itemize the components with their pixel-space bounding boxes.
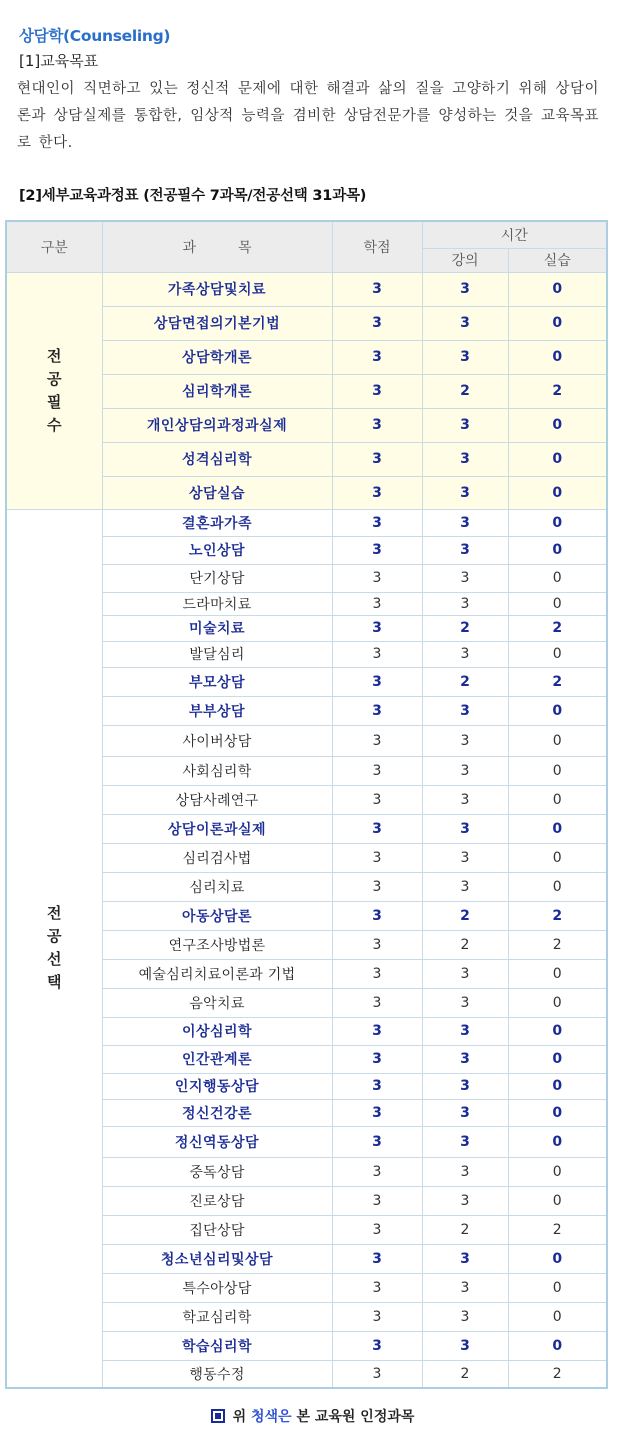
practice-hours: 0 <box>508 592 607 615</box>
course-name: 심리학개론 <box>102 374 332 408</box>
course-credit: 3 <box>332 1331 422 1360</box>
lecture-hours: 3 <box>422 1331 508 1360</box>
course-name: 드라마치료 <box>102 592 332 615</box>
course-name: 상담이론과실제 <box>102 814 332 843</box>
practice-hours: 0 <box>508 1099 607 1126</box>
practice-hours: 0 <box>508 1045 607 1073</box>
course-name: 학교심리학 <box>102 1302 332 1331</box>
course-credit: 3 <box>332 1215 422 1244</box>
practice-hours: 0 <box>508 272 607 306</box>
square-bullet-icon <box>211 1409 225 1423</box>
required-category-text: 전공필수 <box>47 346 62 434</box>
course-credit: 3 <box>332 1302 422 1331</box>
practice-hours: 0 <box>508 843 607 872</box>
lecture-hours: 3 <box>422 641 508 667</box>
lecture-hours: 3 <box>422 1186 508 1215</box>
course-credit: 3 <box>332 340 422 374</box>
lecture-hours: 3 <box>422 1244 508 1273</box>
course-name: 단기상담 <box>102 564 332 592</box>
course-credit: 3 <box>332 442 422 476</box>
course-name: 특수아상담 <box>102 1273 332 1302</box>
course-credit: 3 <box>332 408 422 442</box>
course-name: 학습심리학 <box>102 1331 332 1360</box>
page-title: 상담학(Counseling) <box>19 27 171 45</box>
course-credit: 3 <box>332 1186 422 1215</box>
practice-hours: 0 <box>508 476 607 509</box>
course-credit: 3 <box>332 536 422 564</box>
course-credit: 3 <box>332 476 422 509</box>
course-credit: 3 <box>332 615 422 641</box>
note-suffix: 본 교육원 인정과목 <box>296 1409 415 1425</box>
table-row <box>6 509 607 536</box>
practice-hours: 0 <box>508 1244 607 1273</box>
header-subject: 과 목 <box>102 221 332 272</box>
lecture-hours: 3 <box>422 272 508 306</box>
practice-hours: 0 <box>508 988 607 1017</box>
practice-hours: 0 <box>508 696 607 725</box>
course-credit: 3 <box>332 1045 422 1073</box>
practice-hours: 0 <box>508 340 607 374</box>
course-name: 행동수정 <box>102 1360 332 1388</box>
course-name: 상담면접의기본기법 <box>102 306 332 340</box>
course-credit: 3 <box>332 1360 422 1388</box>
course-name: 가족상담및치료 <box>102 272 332 306</box>
course-credit: 3 <box>332 1273 422 1302</box>
practice-hours: 0 <box>508 872 607 901</box>
header-credit: 학점 <box>332 221 422 272</box>
course-name: 부부상담 <box>102 696 332 725</box>
lecture-hours: 3 <box>422 1073 508 1099</box>
lecture-hours: 3 <box>422 1302 508 1331</box>
practice-hours: 0 <box>508 1186 607 1215</box>
legend-note <box>0 1406 625 1426</box>
required-category-label <box>6 272 102 509</box>
course-name: 이상심리학 <box>102 1017 332 1045</box>
lecture-hours: 3 <box>422 509 508 536</box>
lecture-hours: 3 <box>422 340 508 374</box>
course-name: 상담학개론 <box>102 340 332 374</box>
course-credit: 3 <box>332 1157 422 1186</box>
header-practice: 실습 <box>508 248 607 272</box>
practice-hours: 0 <box>508 1126 607 1157</box>
course-name: 연구조사방법론 <box>102 930 332 959</box>
practice-hours: 0 <box>508 1073 607 1099</box>
lecture-hours: 3 <box>422 1045 508 1073</box>
course-name: 상담사례연구 <box>102 785 332 814</box>
course-name: 미술치료 <box>102 615 332 641</box>
course-name: 청소년심리및상담 <box>102 1244 332 1273</box>
lecture-hours: 3 <box>422 814 508 843</box>
table-row <box>6 272 607 306</box>
course-credit: 3 <box>332 592 422 615</box>
practice-hours: 2 <box>508 615 607 641</box>
course-credit: 3 <box>332 1099 422 1126</box>
elective-category-text: 전공선택 <box>47 904 62 992</box>
practice-hours: 0 <box>508 959 607 988</box>
lecture-hours: 2 <box>422 901 508 930</box>
course-credit: 3 <box>332 785 422 814</box>
education-goal-heading: [1]교육목표 <box>19 52 99 70</box>
course-credit: 3 <box>332 564 422 592</box>
note-prefix: 위 <box>232 1409 247 1425</box>
header-time: 시간 <box>422 221 607 248</box>
note-highlight: 청색은 <box>251 1409 292 1425</box>
practice-hours: 2 <box>508 374 607 408</box>
course-name: 성격심리학 <box>102 442 332 476</box>
course-name: 인간관계론 <box>102 1045 332 1073</box>
course-credit: 3 <box>332 814 422 843</box>
practice-hours: 0 <box>508 1273 607 1302</box>
practice-hours: 2 <box>508 930 607 959</box>
elective-category-label <box>6 509 102 1388</box>
lecture-hours: 3 <box>422 592 508 615</box>
education-goal-text: 현대인이 직면하고 있는 정신적 문제에 대한 해결과 삶의 질을 고양하기 위해 상담이론과 상담실제를 통합한, 임상적 능력을 겸비한 상담전문가를 양성하는 것을 교육목표로 한다. <box>17 81 599 151</box>
lecture-hours: 3 <box>422 843 508 872</box>
practice-hours: 0 <box>508 641 607 667</box>
course-credit: 3 <box>332 872 422 901</box>
practice-hours: 2 <box>508 1360 607 1388</box>
lecture-hours: 3 <box>422 785 508 814</box>
lecture-hours: 2 <box>422 374 508 408</box>
practice-hours: 0 <box>508 306 607 340</box>
header-category: 구분 <box>6 221 102 272</box>
practice-hours: 2 <box>508 1215 607 1244</box>
course-name: 음악치료 <box>102 988 332 1017</box>
lecture-hours: 3 <box>422 959 508 988</box>
lecture-hours: 3 <box>422 564 508 592</box>
course-credit: 3 <box>332 843 422 872</box>
lecture-hours: 3 <box>422 756 508 785</box>
course-credit: 3 <box>332 641 422 667</box>
practice-hours: 0 <box>508 1302 607 1331</box>
lecture-hours: 2 <box>422 615 508 641</box>
practice-hours: 0 <box>508 785 607 814</box>
course-credit: 3 <box>332 1126 422 1157</box>
practice-hours: 0 <box>508 509 607 536</box>
course-name: 상담실습 <box>102 476 332 509</box>
lecture-hours: 2 <box>422 667 508 696</box>
course-credit: 3 <box>332 930 422 959</box>
lecture-hours: 3 <box>422 1099 508 1126</box>
lecture-hours: 3 <box>422 725 508 756</box>
course-name: 결혼과가족 <box>102 509 332 536</box>
lecture-hours: 3 <box>422 872 508 901</box>
practice-hours: 0 <box>508 536 607 564</box>
course-name: 심리검사법 <box>102 843 332 872</box>
course-credit: 3 <box>332 667 422 696</box>
course-name: 개인상담의과정과실제 <box>102 408 332 442</box>
practice-hours: 0 <box>508 756 607 785</box>
course-name: 아동상담론 <box>102 901 332 930</box>
practice-hours: 0 <box>508 442 607 476</box>
course-credit: 3 <box>332 1073 422 1099</box>
practice-hours: 2 <box>508 901 607 930</box>
course-credit: 3 <box>332 901 422 930</box>
curriculum-table <box>5 220 608 1389</box>
lecture-hours: 3 <box>422 408 508 442</box>
lecture-hours: 3 <box>422 1157 508 1186</box>
practice-hours: 0 <box>508 814 607 843</box>
course-credit: 3 <box>332 509 422 536</box>
course-credit: 3 <box>332 306 422 340</box>
course-credit: 3 <box>332 725 422 756</box>
practice-hours: 0 <box>508 1331 607 1360</box>
practice-hours: 0 <box>508 725 607 756</box>
course-name: 집단상담 <box>102 1215 332 1244</box>
course-name: 발달심리 <box>102 641 332 667</box>
course-name: 예술심리치료이론과 기법 <box>102 959 332 988</box>
header-lecture: 강의 <box>422 248 508 272</box>
course-credit: 3 <box>332 272 422 306</box>
course-name: 중독상담 <box>102 1157 332 1186</box>
table-header <box>6 221 607 272</box>
lecture-hours: 3 <box>422 988 508 1017</box>
lecture-hours: 3 <box>422 536 508 564</box>
practice-hours: 2 <box>508 667 607 696</box>
lecture-hours: 3 <box>422 1126 508 1157</box>
lecture-hours: 2 <box>422 930 508 959</box>
practice-hours: 0 <box>508 564 607 592</box>
lecture-hours: 3 <box>422 1273 508 1302</box>
course-name: 정신건강론 <box>102 1099 332 1126</box>
course-credit: 3 <box>332 756 422 785</box>
course-name: 심리치료 <box>102 872 332 901</box>
course-name: 인지행동상담 <box>102 1073 332 1099</box>
lecture-hours: 3 <box>422 442 508 476</box>
practice-hours: 0 <box>508 408 607 442</box>
course-name: 진로상담 <box>102 1186 332 1215</box>
lecture-hours: 3 <box>422 696 508 725</box>
course-name: 정신역동상담 <box>102 1126 332 1157</box>
course-name: 부모상담 <box>102 667 332 696</box>
lecture-hours: 2 <box>422 1360 508 1388</box>
course-credit: 3 <box>332 696 422 725</box>
practice-hours: 0 <box>508 1157 607 1186</box>
course-credit: 3 <box>332 1017 422 1045</box>
required-group <box>6 272 607 509</box>
course-name: 사회심리학 <box>102 756 332 785</box>
course-credit: 3 <box>332 988 422 1017</box>
curriculum-heading: [2]세부교육과정표 (전공필수 7과목/전공선택 31과목) <box>19 188 367 204</box>
practice-hours: 0 <box>508 1017 607 1045</box>
lecture-hours: 3 <box>422 306 508 340</box>
lecture-hours: 3 <box>422 476 508 509</box>
elective-group <box>6 509 607 1388</box>
course-credit: 3 <box>332 959 422 988</box>
course-name: 노인상담 <box>102 536 332 564</box>
course-credit: 3 <box>332 1244 422 1273</box>
lecture-hours: 2 <box>422 1215 508 1244</box>
course-credit: 3 <box>332 374 422 408</box>
lecture-hours: 3 <box>422 1017 508 1045</box>
course-name: 사이버상담 <box>102 725 332 756</box>
